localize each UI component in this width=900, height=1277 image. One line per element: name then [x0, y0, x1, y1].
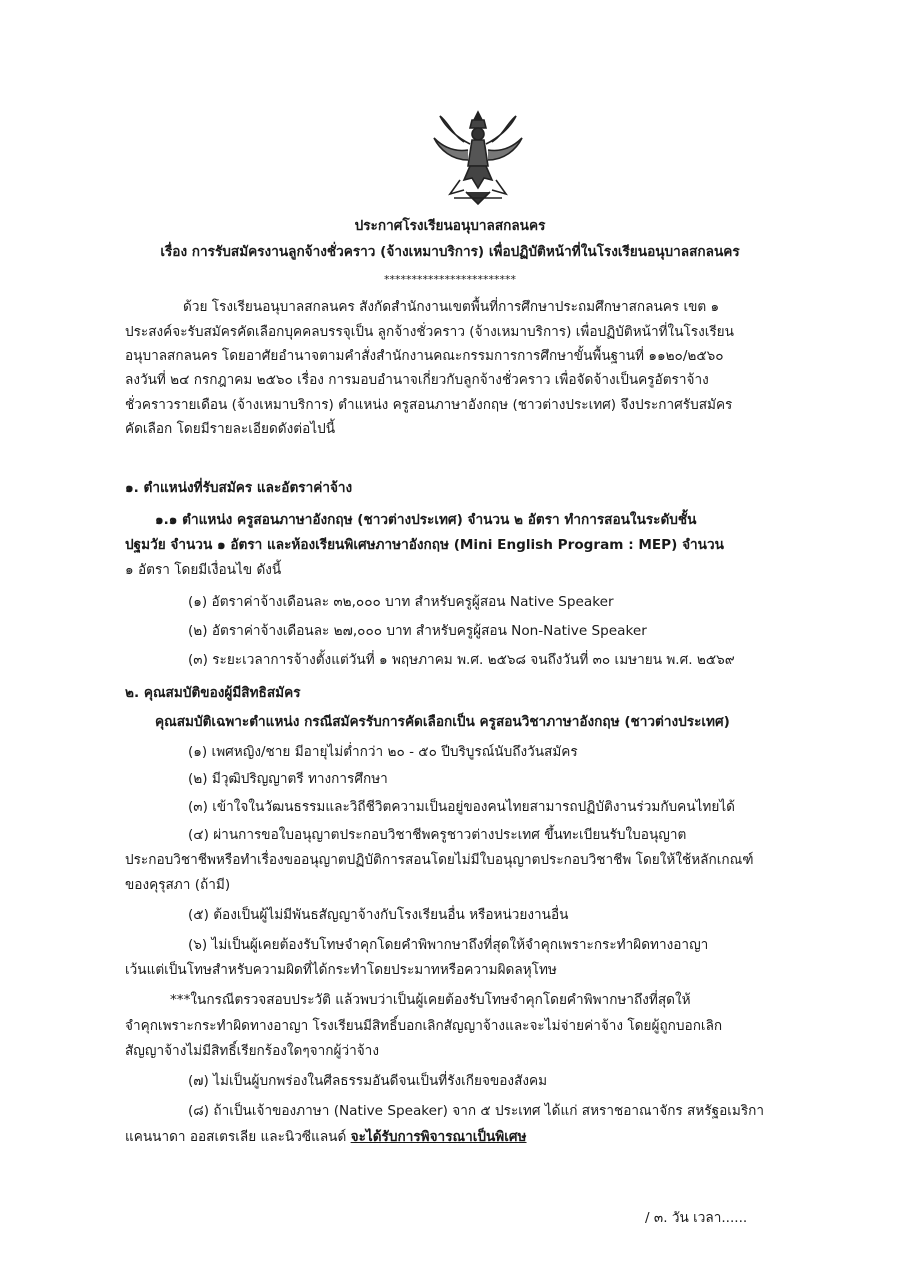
intro-line: ชั่วคราวรายเดือน (จ้างเหมาบริการ) ตำแหน่ง ครูสอนภาษาอังกฤษ (ชาวต่างประเทศ) จึงประกาศรับสมัคร	[125, 397, 733, 413]
qualification-item	[125, 1127, 527, 1147]
qualification-item: (๘) ถ้าเป็นเจ้าของภาษา (Native Speaker) จาก ๕ ประเทศ ได้แก่ สหราชอาณาจักร สหรัฐอเมริกา	[188, 1103, 765, 1119]
qualification-item: (๕) ต้องเป็นผู้ไม่มีพันธสัญญาจ้างกับโรงเรียนอื่น หรือหน่วยงานอื่น	[188, 907, 569, 923]
intro-line: อนุบาลสกลนคร โดยอาศัยอำนาจตามคำสั่งสำนักงานคณะกรรมการการศึกษาขั้นพื้นฐานที่ ๑๑๒๐/๒๕๖๐	[125, 348, 724, 364]
countries-text: แคนนาดา ออสเตรเลีย และนิวซีแลนด์	[125, 1129, 347, 1145]
intro-line: คัดเลือก โดยมีรายละเอียดดังต่อไปนี้	[125, 421, 336, 437]
qualification-item: (๗) ไม่เป็นผู้บกพร่องในศีลธรรมอันดีจนเป็นที่รังเกียจของสังคม	[188, 1073, 548, 1089]
intro-line: ด้วย โรงเรียนอนุบาลสกลนคร สังกัดสำนักงานเขตพื้นที่การศึกษาประถมศึกษาสกลนคร เขต ๑	[183, 299, 720, 315]
qualification-item: (๔) ผ่านการขอใบอนุญาตประกอบวิชาชีพครูชาวต่างประเทศ ขึ้นทะเบียนรับใบอนุญาต	[188, 827, 687, 843]
condition-item: (๓) ระยะเวลาการจ้างตั้งแต่วันที่ ๑ พฤษภาคม พ.ศ. ๒๕๖๘ จนถึงวันที่ ๓๐ เมษายน พ.ศ. ๒๕๖๙	[188, 652, 735, 668]
condition-item: (๒) อัตราค่าจ้างเดือนละ ๒๗,๐๐๐ บาท สำหรับครูผู้สอน Non-Native Speaker	[188, 623, 647, 639]
background-check-note: สัญญาจ้างไม่มีสิทธิ์เรียกร้องใดๆจากผู้ว่าจ้าง	[125, 1043, 379, 1059]
position-line: ปฐมวัย จำนวน ๑ อัตรา และห้องเรียนพิเศษภาษาอังกฤษ (Mini English Program : MEP) จำนวน	[125, 537, 724, 553]
page-title: ประกาศโรงเรียนอนุบาลสกลนคร	[354, 218, 546, 234]
qualification-item: (๑) เพศหญิง/ชาย มีอายุไม่ต่ำกว่า ๒๐ - ๕๐ ปีบริบูรณ์นับถึงวันสมัคร	[188, 744, 578, 760]
qualification-item: (๒) มีวุฒิปริญญาตรี ทางการศึกษา	[188, 771, 388, 787]
announcement-subject: เรื่อง การรับสมัครงานลูกจ้างชั่วคราว (จ้างเหมาบริการ) เพื่อปฏิบัติหน้าที่ในโรงเรียนอนุบาลสกลนคร	[160, 244, 740, 260]
section-2-subheading: คุณสมบัติเฉพาะตำแหน่ง กรณีสมัครรับการคัดเลือกเป็น ครูสอนวิชาภาษาอังกฤษ (ชาวต่างประเทศ)	[155, 714, 730, 730]
background-check-note: จำคุกเพราะกระทำผิดทางอาญา โรงเรียนมีสิทธิ์บอกเลิกสัญญาจ้างและจะไม่จ่ายค่าจ้าง โดยผู้ถูกบอกเลิก	[125, 1018, 723, 1034]
special-consideration: จะได้รับการพิจารณาเป็นพิเศษ	[350, 1129, 527, 1145]
qualification-item: ประกอบวิชาชีพหรือทำเรื่องขออนุญาตปฏิบัติการสอนโดยไม่มีใบอนุญาตประกอบวิชาชีพ โดยให้ใช้หลักเกณฑ์	[125, 852, 754, 868]
qualification-item: ของคุรุสภา (ถ้ามี)	[125, 877, 231, 893]
position-line: ๑ อัตรา โดยมีเงื่อนไข ดังนี้	[125, 562, 282, 578]
intro-line: ประสงค์จะรับสมัครคัดเลือกบุคคลบรรจุเป็น ลูกจ้างชั่วคราว (จ้างเหมาบริการ) เพื่อปฏิบัติหน้าที่ในโรงเรียน	[125, 324, 734, 340]
background-check-note: ***ในกรณีตรวจสอบประวัติ แล้วพบว่าเป็นผู้เคยต้องรับโทษจำคุกโดยคำพิพากษาถึงที่สุดให้	[170, 992, 691, 1008]
section-2-heading: ๒. คุณสมบัติของผู้มีสิทธิสมัคร	[125, 685, 301, 701]
qualification-item: เว้นแต่เป็นโทษสำหรับความผิดที่ได้กระทำโดยประมาทหรือความผิดลหุโทษ	[125, 962, 557, 978]
condition-item: (๑) อัตราค่าจ้างเดือนละ ๓๒,๐๐๐ บาท สำหรับครูผู้สอน Native Speaker	[188, 594, 614, 610]
page-continuation: / ๓. วัน เวลา......	[645, 1210, 748, 1226]
position-line: ๑.๑ ตำแหน่ง ครูสอนภาษาอังกฤษ (ชาวต่างประเทศ) จำนวน ๒ อัตรา ทำการสอนในระดับชั้น	[155, 512, 697, 528]
qualification-item: (๖) ไม่เป็นผู้เคยต้องรับโทษจำคุกโดยคำพิพากษาถึงที่สุดให้จำคุกเพราะกระทำผิดทางอาญา	[188, 937, 709, 953]
section-1-heading: ๑. ตำแหน่งที่รับสมัคร และอัตราค่าจ้าง	[125, 480, 353, 496]
garuda-emblem-icon	[430, 108, 526, 208]
qualification-item: (๓) เข้าใจในวัฒนธรรมและวิถีชีวิตความเป็นอยู่ของคนไทยสามารถปฏิบัติงานร่วมกับคนไทยได้	[188, 799, 735, 815]
intro-line: ลงวันที่ ๒๔ กรกฎาคม ๒๕๖๐ เรื่อง การมอบอำนาจเกี่ยวกับลูกจ้างชั่วคราว เพื่อจัดจ้างเป็นครูอัตราจ้าง	[125, 372, 709, 388]
title-separator: ************************	[384, 273, 516, 286]
